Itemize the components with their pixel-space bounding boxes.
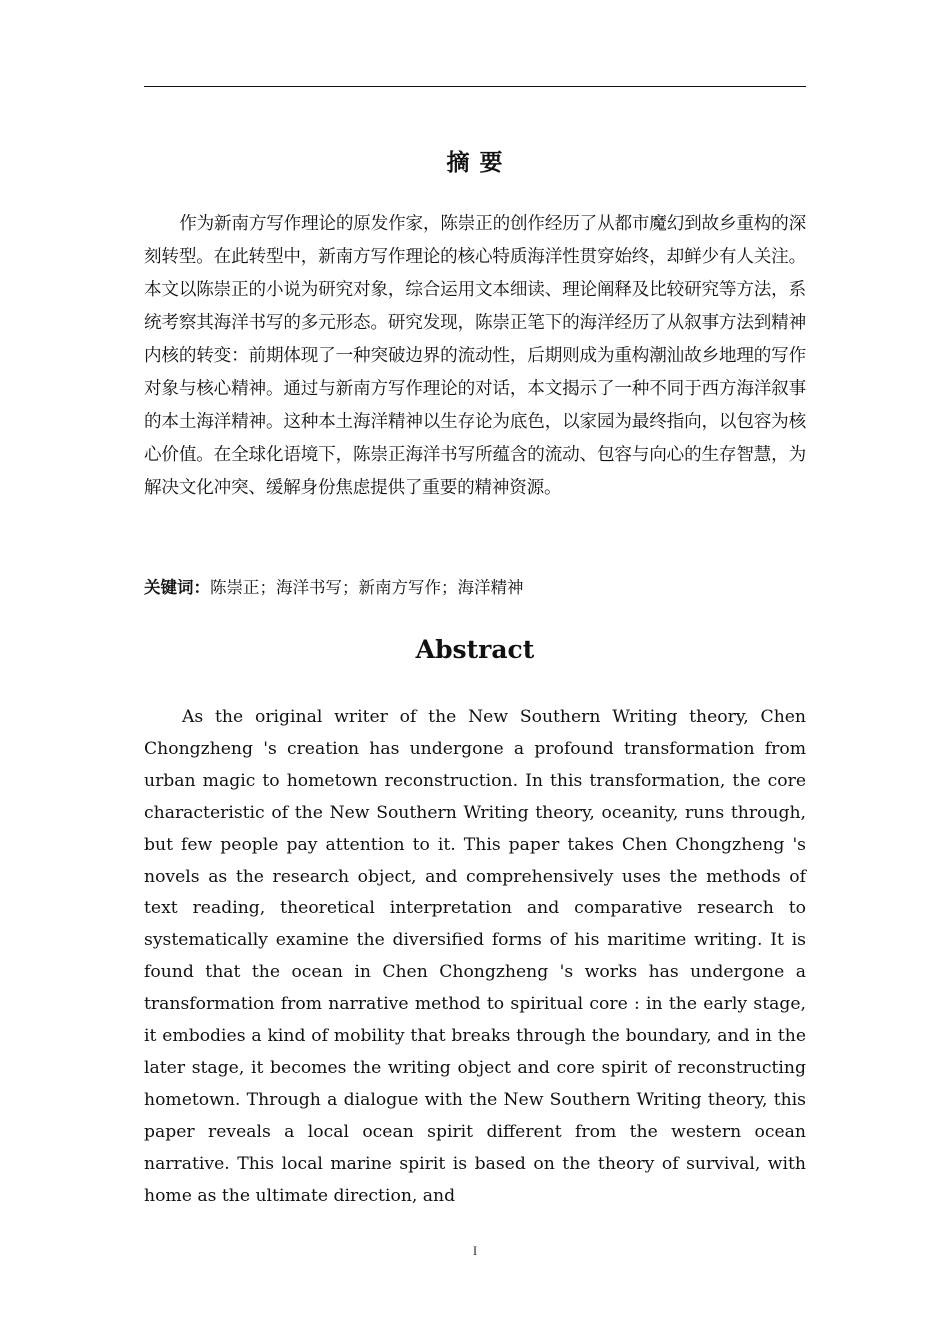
keywords-label: 关键词： [144,578,210,597]
chinese-abstract-body: 作为新南方写作理论的原发作家，陈崇正的创作经历了从都市魔幻到故乡重构的深刻转型。在此转型中，新南方写作理论的核心特质海洋性贯穿始终，却鲜少有人关注。本文以陈崇正的小说为研究对象，综合运用文本细读、理论阐释及比较研究等方法，系统考察其海洋书写的多元形态。研究发现，陈崇正笔下的海洋经历了从叙事方法到精神内核的转变：前期体现了一种突破边界的流动性，后期则成为重构潮汕故乡地理的写作对象与核心精神。通过与新南方写作理论的对话，本文揭示了一种不同于西方海洋叙事的本土海洋精神。这种本土海洋精神以生存论为底色，以家园为最终指向，以包容为核心价值。在全球化语境下，陈崇正海洋书写所蕴含的流动、包容与向心的生存智慧，为解决文化冲突、缓解身份焦虑提供了重要的精神资源。 [144,214,806,498]
english-abstract-title: Abstract [415,635,535,664]
english-abstract-body: As the original writer of the New Southern Writing theory, Chen Chongzheng 's creation has undergone a profound transformation from urban magic to hometown reconstruction. In this transformation, the core characteristic of the New Southern Writing theory, oceanity, runs through, but few people pay attention to it. This paper takes Chen Chongzheng 's novels as the research object, and comprehensively uses the methods of text reading, theoretical interpretation and comparative research to systematically examine the diversified forms of his maritime writing. It is found that the ocean in Chen Chongzheng 's works has undergone a transformation from narrative method to spiritual core : in the early stage, it embodies a kind of mobility that breaks through the boundary, and in the later stage, it becomes the writing object and core spirit of reconstructing hometown. Through a dialogue with the New Southern Writing theory, this paper reveals a local ocean spirit different from the western ocean narrative. This local marine spirit is based on the theory of survival, with home as the ultimate direction, and [144,707,806,1206]
keywords-line [144,574,806,602]
page-number: I [472,1243,478,1258]
keywords-value: 陈崇正；海洋书写；新南方写作；海洋精神 [210,578,524,597]
header-rule [144,86,806,87]
chinese-abstract-title: 摘 要 [446,150,504,176]
